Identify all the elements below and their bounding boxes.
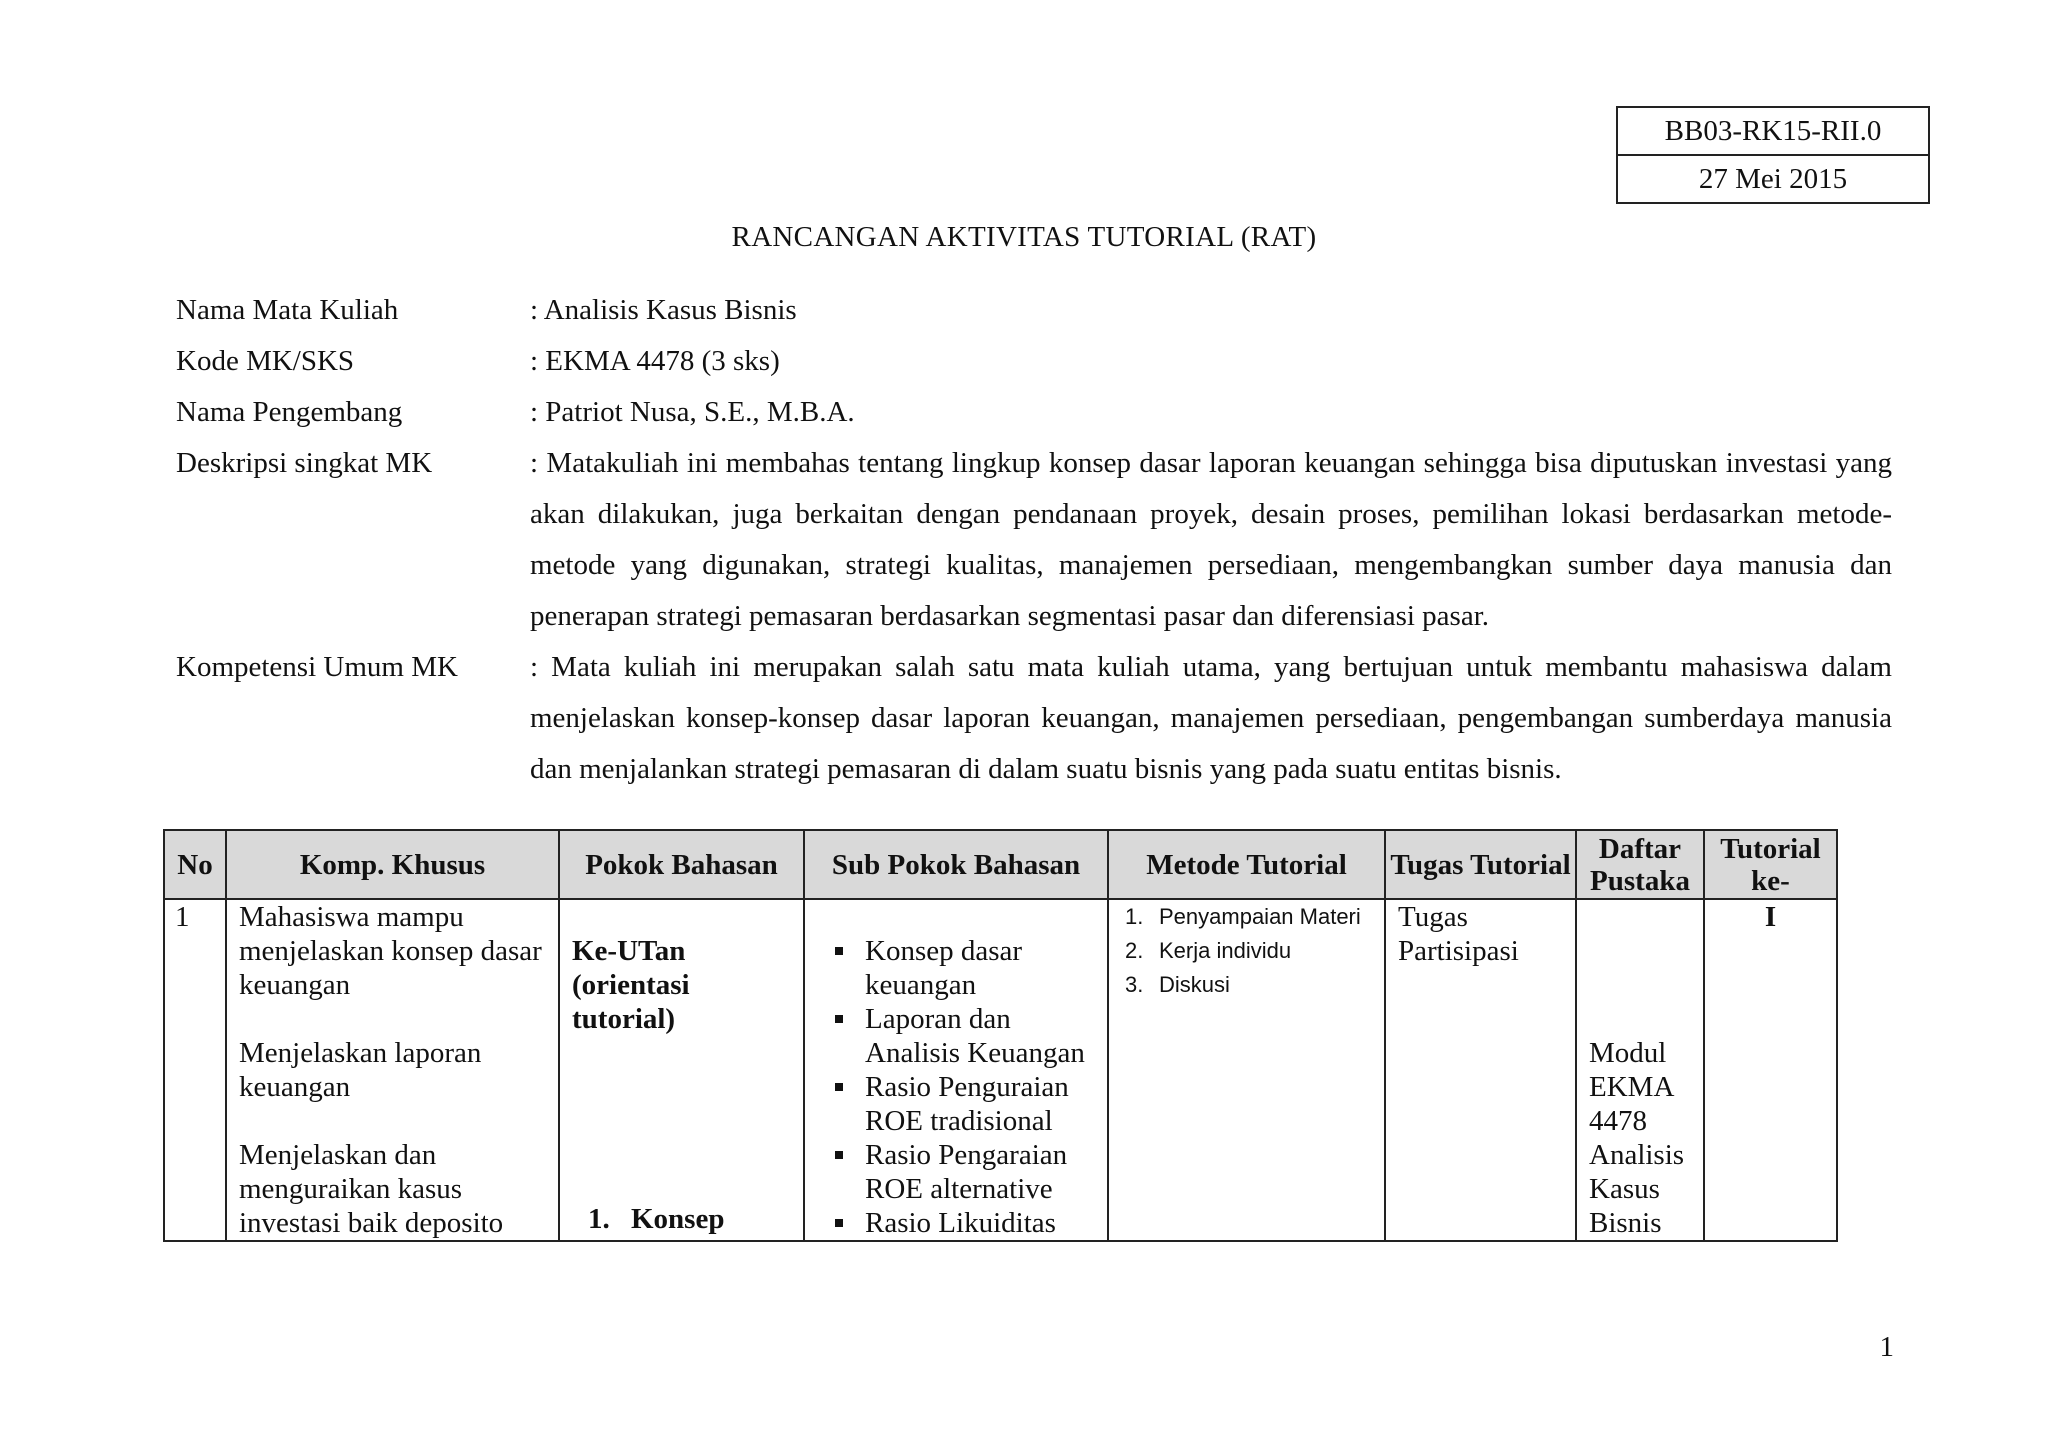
info-value: : Matakuliah ini membahas tentang lingkup konsep dasar laporan keuangan sehingga bisa diputuskan investasi yang akan dilakukan, juga berkaitan dengan pendanaan proyek, desain proses, pemilihan lokasi berdasarkan metode-metode yang digunakan, strategi kualitas, manajemen persediaan, mengembangkan sumber daya manusia dan penerapan strategi pemasaran berdasarkan segmentasi pasar dan diferensiasi pasar. xyxy=(530,447,1892,632)
info-value: : Analisis Kasus Bisnis xyxy=(530,294,797,326)
method-text: Kerja individu xyxy=(1159,938,1292,963)
column-header-no: No xyxy=(164,830,226,899)
cell-sub-pokok-bahasan xyxy=(804,899,1108,1241)
column-header-daftar-pustaka: Daftar Pustaka xyxy=(1576,830,1704,899)
cell-tutorial-ke: I xyxy=(1704,899,1837,1241)
method-item xyxy=(1125,968,1382,1002)
info-label: Nama Pengembang xyxy=(176,396,403,428)
course-info xyxy=(176,285,1892,795)
sub-topic-item: Laporan dan Analisis Keuangan xyxy=(831,1002,1103,1070)
sub-topic-item: Rasio Pengaraian ROE alternative xyxy=(831,1138,1103,1206)
reference-text: Modul EKMA 4478 Analisis Kasus Bisnis xyxy=(1589,1037,1685,1239)
info-label: Deskripsi singkat MK xyxy=(176,447,433,479)
table-row xyxy=(164,899,1837,1241)
info-row-course-name xyxy=(176,285,1892,336)
column-header-komp-khusus: Komp. Khusus xyxy=(226,830,559,899)
column-header-metode-tutorial: Metode Tutorial xyxy=(1108,830,1385,899)
info-label: Kode MK/SKS xyxy=(176,345,355,377)
competency-item: Menjelaskan dan menguraikan kasus investasi baik deposito xyxy=(239,1139,504,1239)
document-code: BB03-RK15-RII.0 xyxy=(1664,115,1882,147)
info-label: Kompetensi Umum MK xyxy=(176,651,458,683)
sub-topic-item: Rasio Penguraian ROE tradisional xyxy=(831,1070,1103,1138)
column-header-pokok-bahasan: Pokok Bahasan xyxy=(559,830,804,899)
competency-item: Mahasiswa mampu menjelaskan konsep dasar keuangan xyxy=(239,901,542,1001)
cell-no: 1 xyxy=(164,899,226,1241)
info-label: Nama Mata Kuliah xyxy=(176,294,399,326)
pokok-bahasan-title: Ke-UTan (orientasi tutorial) xyxy=(572,935,690,1035)
info-row-description xyxy=(176,438,1892,642)
pokok-subitem-text: Konsep xyxy=(631,1203,725,1235)
cell-daftar-pustaka xyxy=(1576,899,1704,1241)
cell-tugas-tutorial: Tugas Partisipasi xyxy=(1385,899,1576,1241)
info-value: : Patriot Nusa, S.E., M.B.A. xyxy=(530,396,855,428)
method-number: 2. xyxy=(1125,938,1144,963)
pokok-subitem-number: 1. xyxy=(588,1203,610,1235)
method-text: Diskusi xyxy=(1159,972,1230,997)
competency-item: Menjelaskan laporan keuangan xyxy=(239,1037,482,1103)
method-item xyxy=(1125,934,1382,968)
info-value: : Mata kuliah ini merupakan salah satu mata kuliah utama, yang bertujuan untuk membantu mahasiswa dalam menjelaskan konsep-konsep dasar laporan keuangan, manajemen persediaan, pengembangan sumberdaya manusia dan menjalankan strategi pemasaran di dalam suatu bisnis yang pada suatu entitas bisnis. xyxy=(530,651,1892,785)
info-row-course-code xyxy=(176,336,1892,387)
method-number: 1. xyxy=(1125,904,1144,929)
cell-pokok-bahasan xyxy=(559,899,804,1241)
document-code-box xyxy=(1616,106,1930,204)
rat-table xyxy=(163,829,1838,1242)
cell-metode-tutorial xyxy=(1108,899,1385,1241)
sub-topic-item: Rasio Likuiditas xyxy=(831,1206,1103,1240)
page-title: RANCANGAN AKTIVITAS TUTORIAL (RAT) xyxy=(731,221,1317,253)
sub-topic-list xyxy=(831,934,1103,1240)
column-header-tugas-tutorial: Tugas Tutorial xyxy=(1385,830,1576,899)
method-text: Penyampaian Materi xyxy=(1159,904,1361,929)
info-row-developer xyxy=(176,387,1892,438)
method-item xyxy=(1125,900,1382,934)
page-number: 1 xyxy=(1879,1331,1894,1363)
method-number: 3. xyxy=(1125,972,1144,997)
info-value: : EKMA 4478 (3 sks) xyxy=(530,345,780,377)
sub-topic-item: Konsep dasar keuangan xyxy=(831,934,1103,1002)
document-date: 27 Mei 2015 xyxy=(1618,154,1928,202)
column-header-tutorial-ke: Tutorial ke- xyxy=(1704,830,1837,899)
column-header-sub-pokok-bahasan: Sub Pokok Bahasan xyxy=(804,830,1108,899)
pokok-bahasan-subitem xyxy=(588,1202,724,1236)
table-header-row xyxy=(164,830,1837,899)
info-row-competency xyxy=(176,642,1892,795)
cell-komp-khusus xyxy=(226,899,559,1241)
